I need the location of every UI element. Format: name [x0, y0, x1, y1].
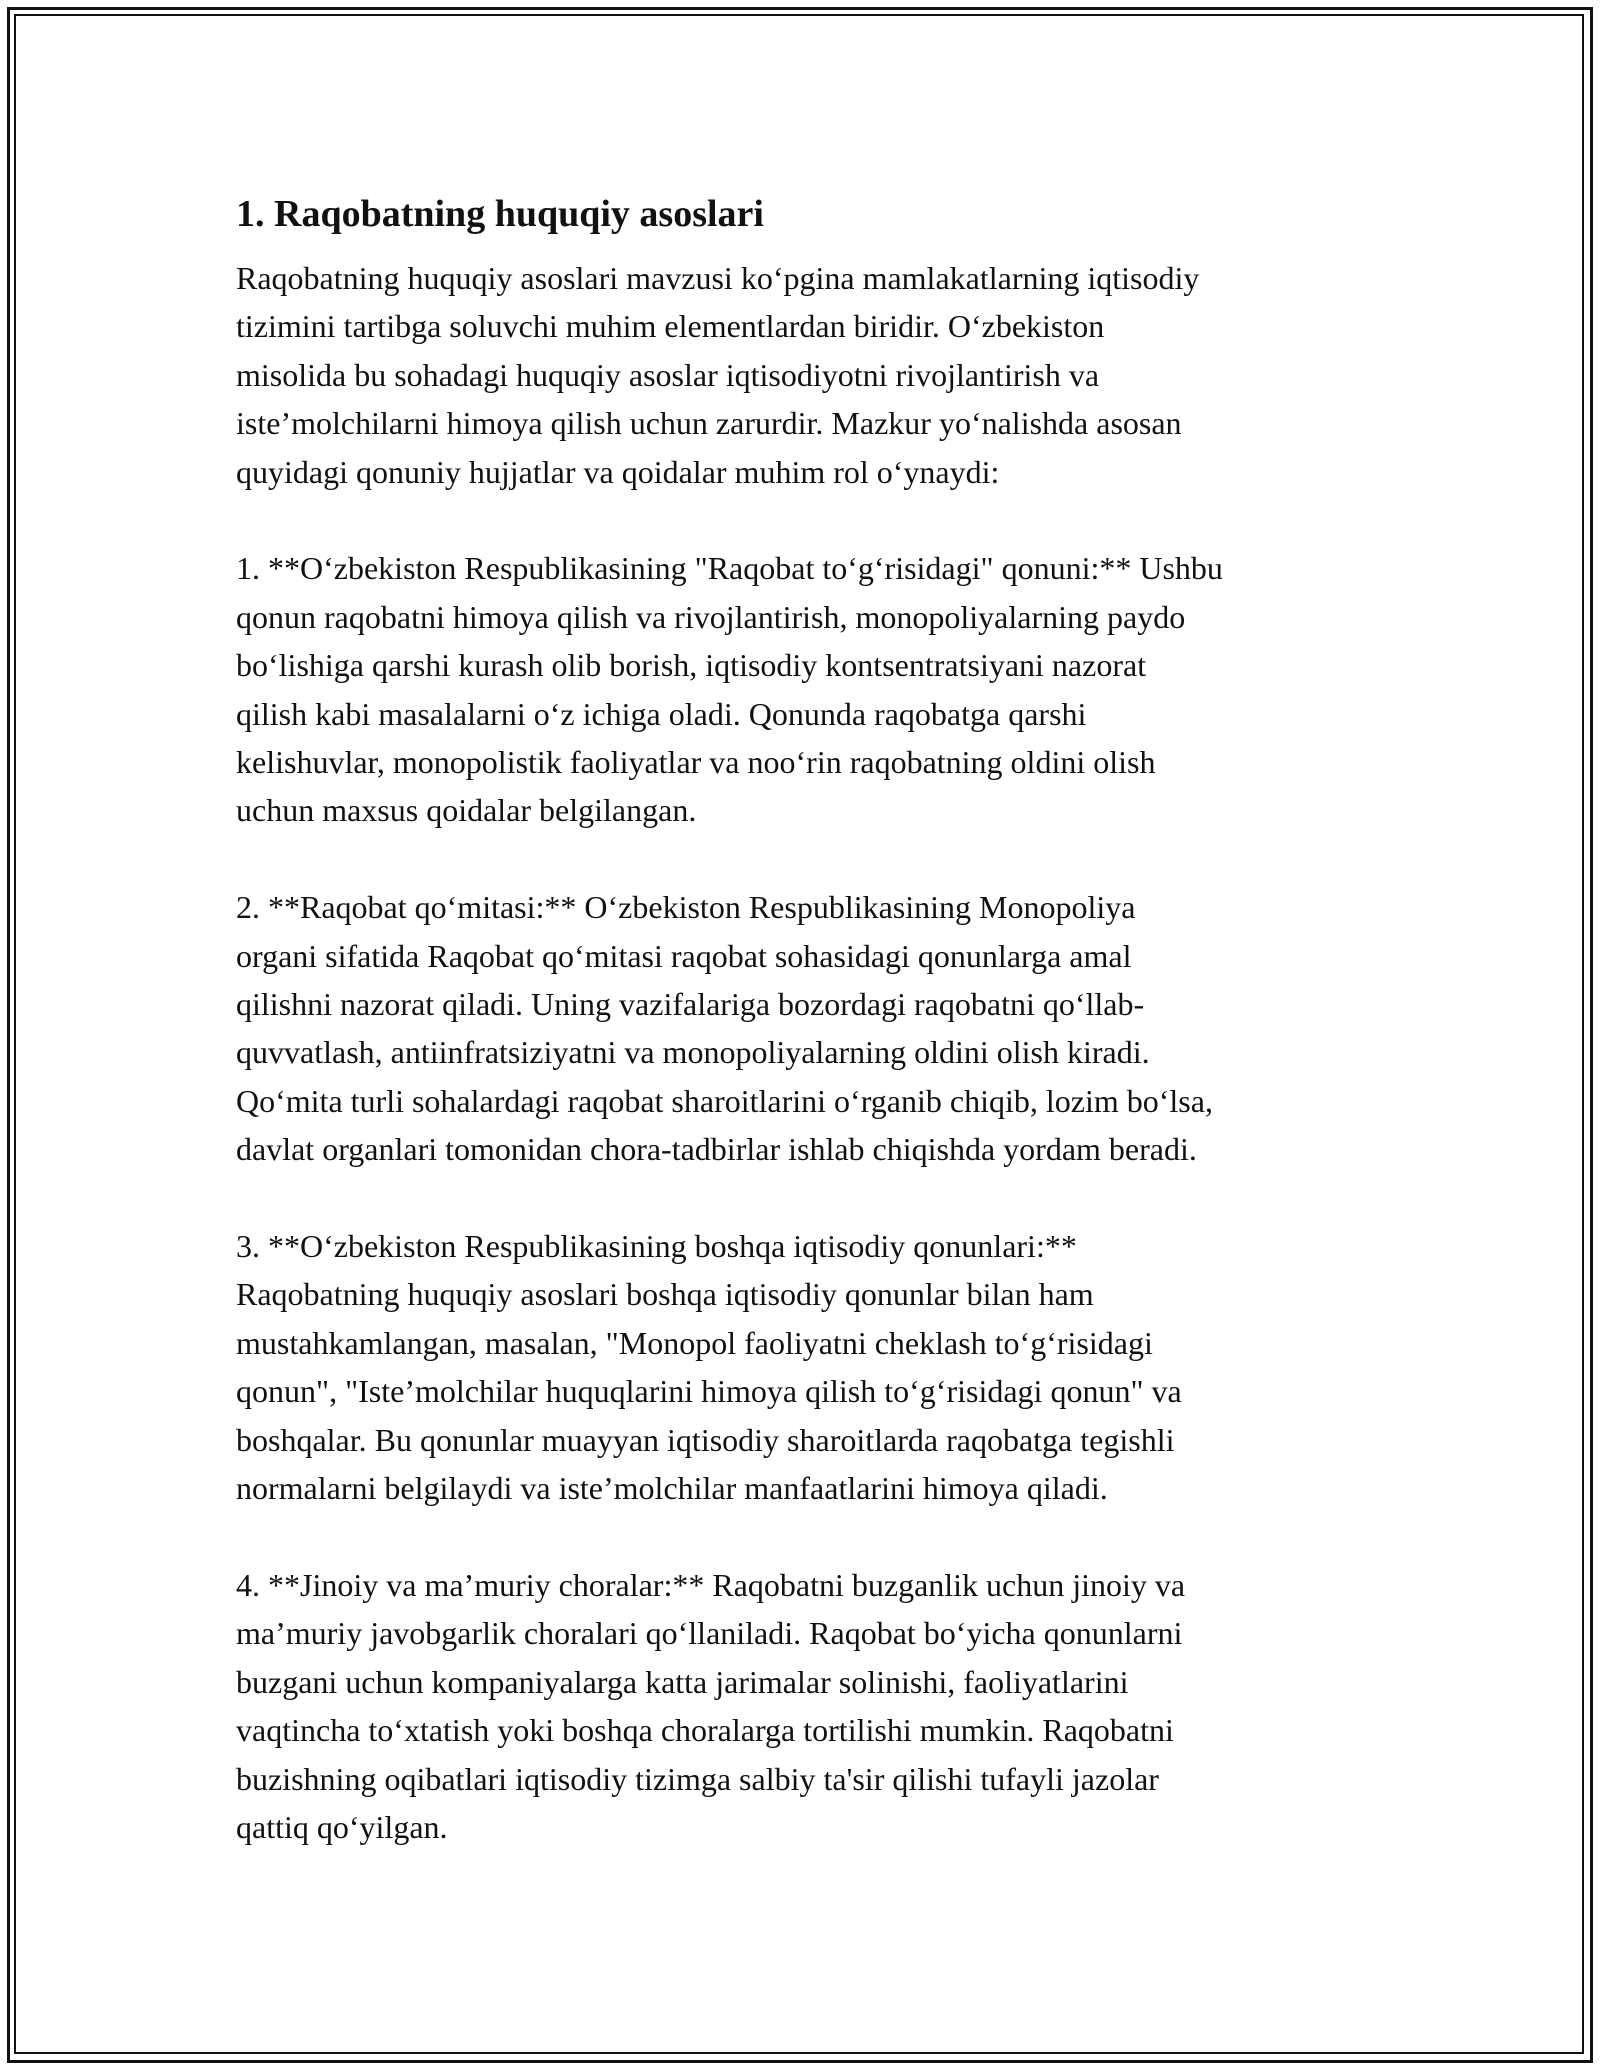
list-item-other-economic-laws: 3. **O‘zbekiston Respublikasining boshqa iqtisodiy qonunlari:** Raqobatning huquqiy asoslari boshqa iqtisodiy qonunlar bilan ham mustahkamlangan, masalan, "Monopol faoliyatni cheklash to‘g‘risidagi qonun", "Iste’molchilar huquqlarini himoya qilish to‘g‘risidagi qonun" va boshqalar. Bu qonunlar muayyan iqtisodiy sharoitlarda raqobatga tegishli normalarni belgilaydi va iste’molchilar manfaatlarini himoya qiladi. [236, 1228, 1182, 1507]
list-item-competition-committee: 2. **Raqobat qo‘mitasi:** O‘zbekiston Respublikasining Monopoliya organi sifatida Raqobat qo‘mitasi raqobat sohasidagi qonunlarga amal qilishni nazorat qiladi. Uning vazifalariga bozordagi raqobatni qo‘llab- quvvatlash, antiinfratsiziyatni va monopoliyalarning oldini olish kiradi. Qo‘mita turli sohalardagi raqobat sharoitlarini o‘rganib chiqib, lozim bo‘lsa, davlat organlari tomonidan chora-tadbirlar ishlab chiqishda yordam beradi. [236, 889, 1213, 1168]
section-heading: 1. Raqobatning huquqiy asoslari [236, 193, 764, 235]
list-item-criminal-administrative-measures: 4. **Jinoiy va ma’muriy choralar:** Raqobatni buzganlik uchun jinoiy va ma’muriy javobgarlik choralari qo‘llaniladi. Raqobat bo‘yicha qonunlarni buzgani uchun kompaniyalarga katta jarimalar solinishi, faoliyatlarini vaqtincha to‘xtatish yoki boshqa choralarga tortilishi mumkin. Raqobatni buzishning oqibatlari iqtisodiy tizimga salbiy ta'sir qilishi tufayli jazolar qattiq qo‘yilgan. [236, 1566, 1186, 1845]
list-item-competition-law: 1. **O‘zbekiston Respublikasining "Raqobat to‘g‘risidagi" qonuni:** Ushbu qonun raqobatni himoya qilish va rivojlantirish, monopoliyalarning paydo bo‘lishiga qarshi kurash olib borish, iqtisodiy kontsentratsiyani nazorat qilish kabi masalalarni o‘z ichiga oladi. Qonunda raqobatga qarshi kelishuvlar, monopolistik faoliyatlar va noo‘rin raqobatning oldini olish uchun maxsus qoidalar belgilangan. [236, 550, 1223, 829]
intro-paragraph: Raqobatning huquqiy asoslari mavzusi ko‘pgina mamlakatlarning iqtisodiy tizimini tartibga soluvchi muhim elementlardan biridir. O‘zbekiston misolida bu sohadagi huquqiy asoslar iqtisodiyotni rivojlantirish va iste’molchilarni himoya qilish uchun zarurdir. Mazkur yo‘nalishda asosan quyidagi qonuniy hujjatlar va qoidalar muhim rol o‘ynaydi: [236, 260, 1200, 490]
document-body [236, 186, 1386, 1900]
